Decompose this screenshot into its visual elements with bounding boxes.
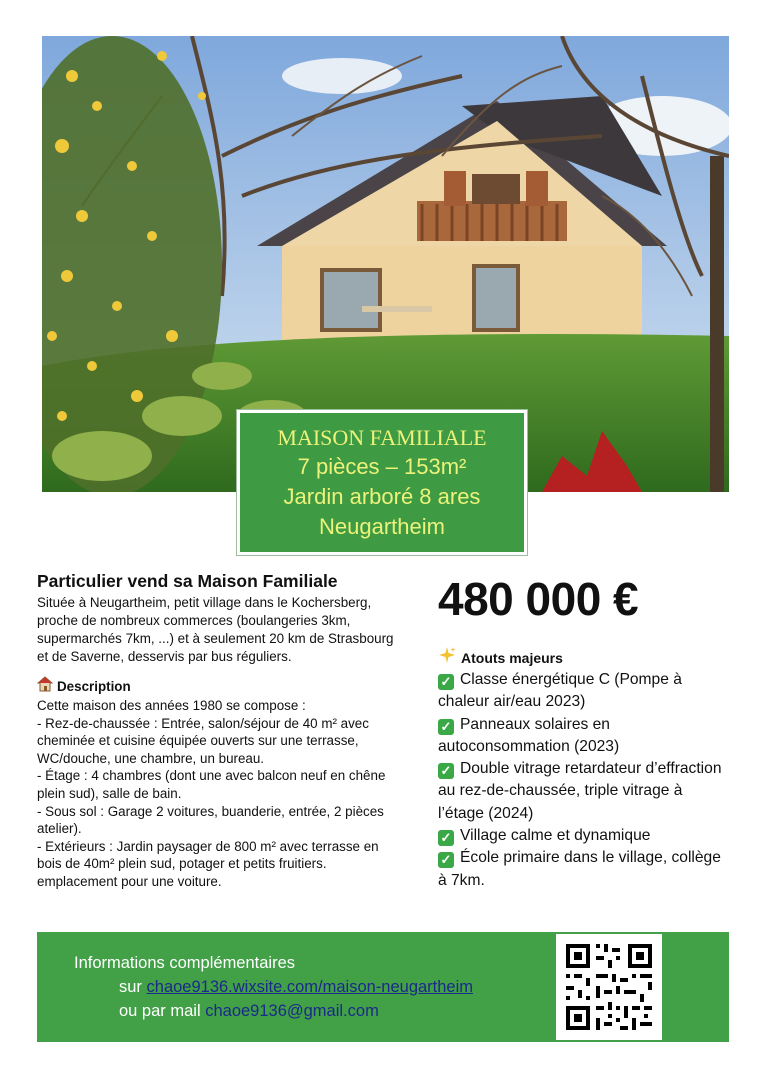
description-line: - Rez-de-chaussée : Entrée, salon/séjour de 40 m² avec cheminée et cuisine équipée ouverts sur une terrasse, WC/douche, une chambre, un bureau. bbox=[37, 715, 369, 766]
description-heading-label: Description bbox=[57, 678, 131, 694]
footer-website-line bbox=[119, 978, 473, 997]
description-line: - Extérieurs : Jardin paysager de 800 m² avec terrasse en bois de 40m² plein sud, potager et petits fruitiers. emplacement pour une voiture. bbox=[37, 838, 379, 889]
footer-info-label: Informations complémentaires bbox=[74, 954, 296, 972]
check-icon: ✓ bbox=[438, 719, 454, 735]
title-banner bbox=[237, 410, 527, 555]
atout-item bbox=[438, 714, 728, 759]
intro-title: Particulier vend sa Maison Familiale bbox=[37, 571, 338, 591]
description-heading bbox=[37, 676, 397, 697]
atout-text: Panneaux solaires en autoconsommation (2023) bbox=[438, 715, 620, 755]
footer-mail-line bbox=[119, 1002, 379, 1021]
check-icon: ✓ bbox=[438, 852, 454, 868]
check-icon: ✓ bbox=[438, 830, 454, 846]
price: 480 000 € bbox=[438, 573, 639, 625]
atouts-heading bbox=[438, 646, 728, 669]
description-line: - Sous sol : Garage 2 voitures, buanderie, entrée, 2 pièces atelier). bbox=[37, 803, 384, 837]
website-link[interactable]: chaoe9136.wixsite.com/maison-neugartheim bbox=[146, 978, 474, 996]
atout-text: École primaire dans le village, collège à 7km. bbox=[438, 849, 721, 889]
atout-text: Double vitrage retardateur d’effraction au rez-de-chaussée, triple vitrage à l’étage (2024) bbox=[438, 760, 722, 822]
atout-text: Village calme et dynamique bbox=[460, 827, 651, 845]
banner-title: MAISON FAMILIALE bbox=[277, 425, 487, 450]
left-column bbox=[37, 570, 397, 891]
sparkles-icon bbox=[438, 646, 456, 669]
footer-mail-prefix: ou par mail bbox=[119, 1002, 201, 1020]
atout-item bbox=[438, 847, 728, 892]
atouts-section bbox=[438, 646, 728, 892]
banner-rooms: 7 pièces – 153m² bbox=[297, 454, 467, 479]
qr-code[interactable] bbox=[556, 934, 662, 1040]
atout-item bbox=[438, 669, 728, 714]
intro-text: Située à Neugartheim, petit village dans le Kochersberg, proche de nombreux commerces (boulangeries 3km, supermarchés 7km, ...) et à seulement 20 km de Strasbourg et de Saverne, desservis par bus réguliers. bbox=[37, 595, 394, 664]
description-line: - Étage : 4 chambres (dont une avec balcon neuf en chêne plein sud), salle de bain. bbox=[37, 768, 386, 801]
description-list bbox=[37, 697, 397, 891]
check-icon: ✓ bbox=[438, 674, 454, 690]
footer-sur: sur bbox=[119, 978, 142, 996]
check-icon: ✓ bbox=[438, 763, 454, 779]
description-line: Cette maison des années 1980 se compose : bbox=[37, 698, 306, 713]
atout-text: Classe énergétique C (Pompe à chaleur air/eau 2023) bbox=[438, 671, 682, 711]
atout-item bbox=[438, 825, 728, 847]
atout-item bbox=[438, 758, 728, 825]
banner-garden: Jardin arboré 8 ares bbox=[283, 484, 481, 509]
house-icon bbox=[37, 676, 53, 697]
email-link[interactable]: chaoe9136@gmail.com bbox=[205, 1002, 379, 1020]
atouts-heading-label: Atouts majeurs bbox=[461, 649, 563, 666]
banner-location: Neugartheim bbox=[319, 514, 445, 539]
contact-footer bbox=[37, 932, 729, 1042]
